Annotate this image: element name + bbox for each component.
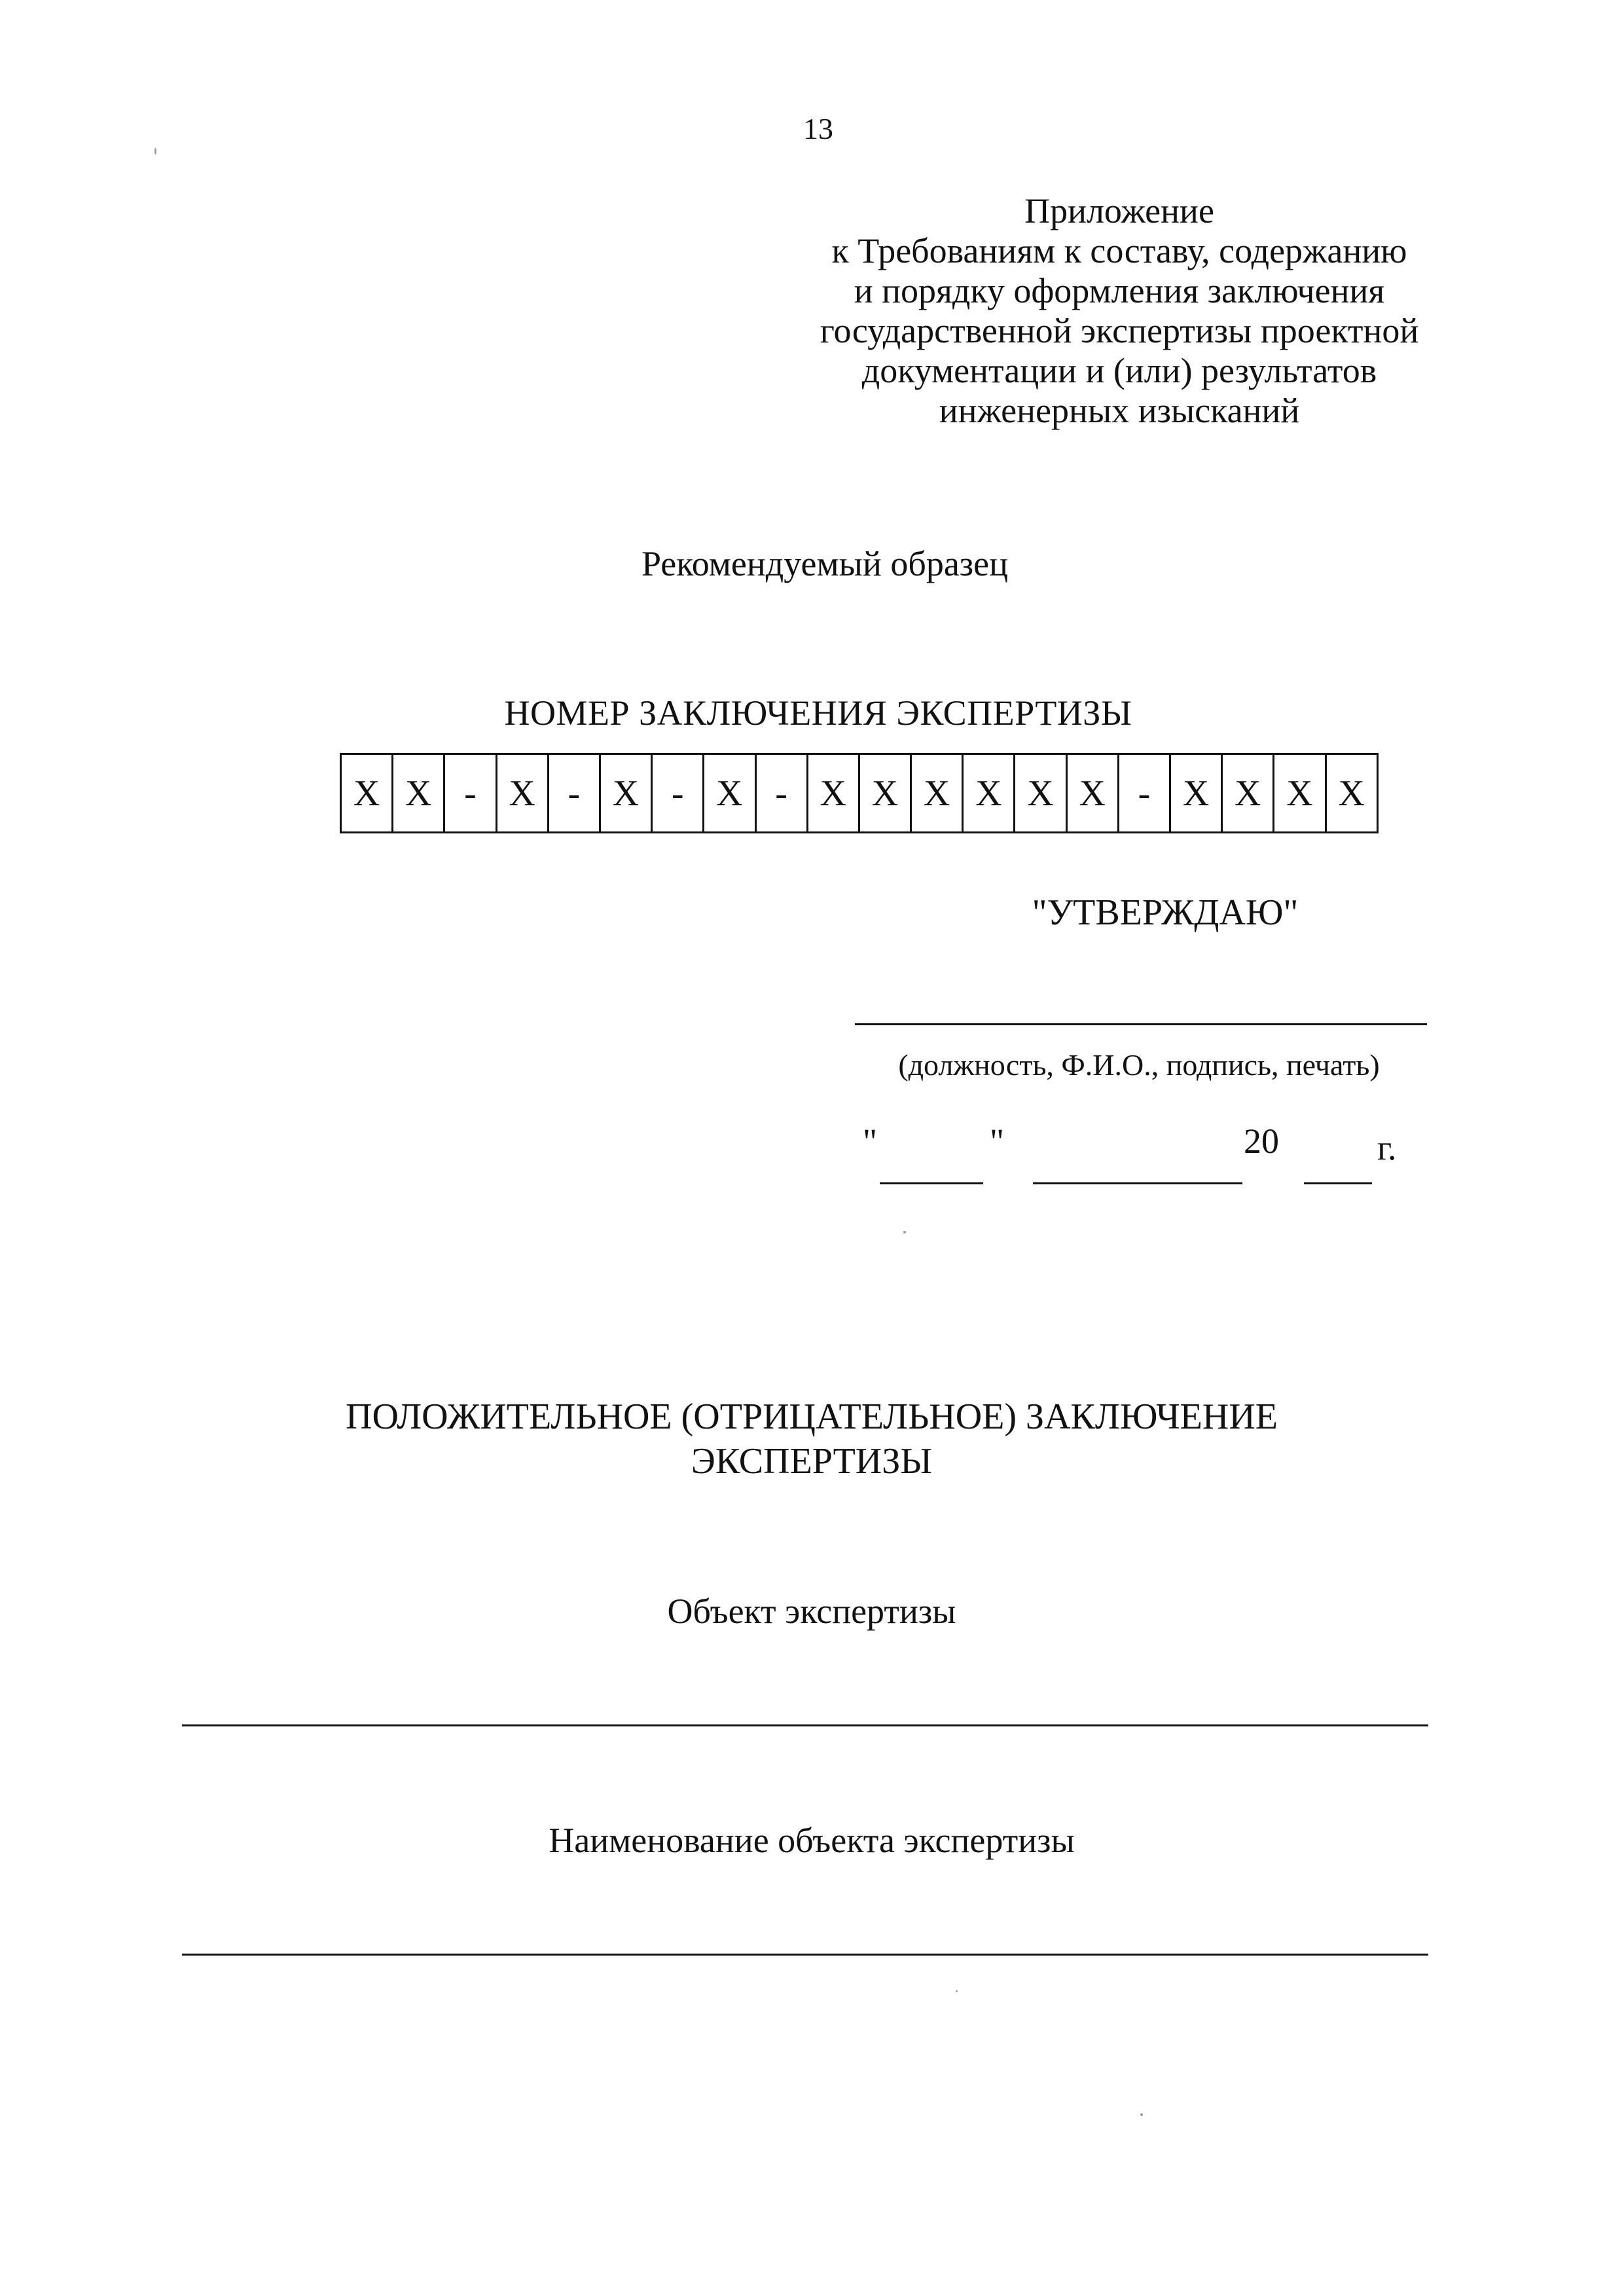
number-cell: - — [1119, 755, 1171, 831]
number-cell: Х — [497, 755, 549, 831]
scan-speck — [154, 148, 156, 155]
date-century: 20 — [1244, 1121, 1279, 1161]
date-year-line — [1304, 1182, 1372, 1184]
number-cell: Х — [1015, 755, 1067, 831]
approval-heading: "УТВЕРЖДАЮ" — [1032, 892, 1299, 933]
number-cell: - — [757, 755, 808, 831]
conclusion-number-heading: НОМЕР ЗАКЛЮЧЕНИЯ ЭКСПЕРТИЗЫ — [504, 693, 1132, 733]
appendix-line: документации и (или) результатов — [861, 351, 1377, 390]
number-cell: Х — [1327, 755, 1379, 831]
object-name-field-line — [182, 1954, 1428, 1956]
conclusion-title-line: ПОЛОЖИТЕЛЬНОЕ (ОТРИЦАТЕЛЬНОЕ) ЗАКЛЮЧЕНИЕ — [346, 1396, 1278, 1437]
number-cell: - — [445, 755, 497, 831]
signature-caption: (должность, Ф.И.О., подпись, печать) — [898, 1048, 1380, 1082]
number-cell: Х — [704, 755, 756, 831]
sample-label: Рекомендуемый образец — [641, 544, 1008, 583]
appendix-header — [759, 191, 1479, 431]
scan-speck — [903, 1231, 906, 1233]
date-month-line — [1033, 1182, 1242, 1184]
object-label: Объект экспертизы — [667, 1592, 956, 1631]
number-cell: - — [653, 755, 704, 831]
date-day-line — [880, 1182, 983, 1184]
conclusion-title-line: ЭКСПЕРТИЗЫ — [691, 1441, 933, 1482]
object-field-line — [182, 1724, 1428, 1726]
number-cell: Х — [1274, 755, 1326, 831]
scan-speck — [1140, 2113, 1143, 2116]
number-cell: Х — [1171, 755, 1223, 831]
number-cell: Х — [342, 755, 393, 831]
date-quote-close: " — [990, 1121, 1005, 1161]
number-cell: Х — [1068, 755, 1119, 831]
number-cell: Х — [808, 755, 860, 831]
date-year-suffix: г. — [1377, 1128, 1397, 1167]
conclusion-title — [196, 1394, 1427, 1484]
number-cell: Х — [1223, 755, 1274, 831]
number-cell: - — [549, 755, 601, 831]
date-quote-open: " — [863, 1121, 878, 1161]
appendix-line: государственной экспертизы проектной — [820, 311, 1419, 350]
conclusion-number-grid — [340, 753, 1379, 833]
appendix-line: и порядку оформления заключения — [854, 271, 1385, 310]
signature-line — [855, 1023, 1427, 1025]
object-name-label: Наименование объекта экспертизы — [549, 1821, 1075, 1860]
number-cell: Х — [964, 755, 1015, 831]
scan-speck — [956, 1990, 958, 1992]
number-cell: Х — [601, 755, 653, 831]
appendix-line: Приложение — [1024, 191, 1214, 230]
number-cell: Х — [393, 755, 445, 831]
appendix-line: к Требованиям к составу, содержанию — [831, 231, 1407, 270]
number-cell: Х — [860, 755, 912, 831]
page-number: 13 — [803, 112, 833, 145]
number-cell: Х — [912, 755, 964, 831]
appendix-line: инженерных изысканий — [939, 391, 1300, 430]
